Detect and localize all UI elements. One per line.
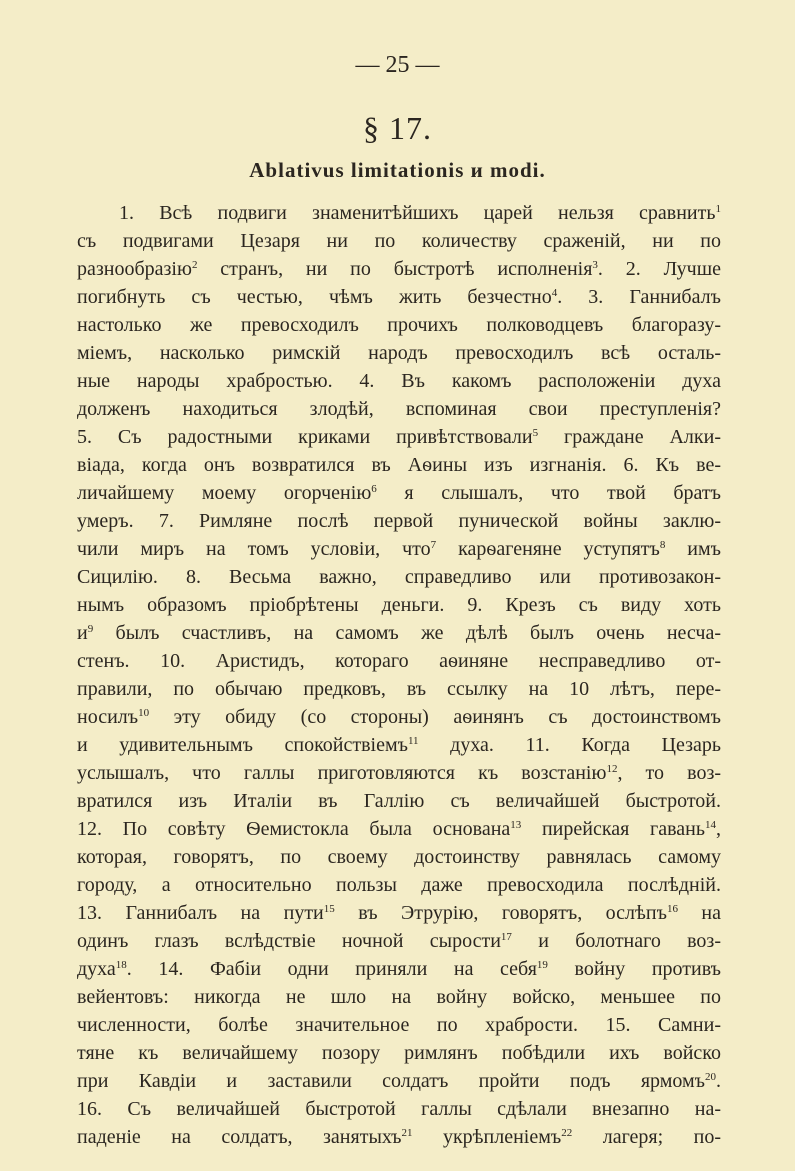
- text-line: [77, 507, 721, 535]
- text-segment: вратился изъ Италіи въ Галлію съ величайшей быстротой.: [77, 790, 721, 812]
- footnote-marker: 7: [430, 539, 437, 551]
- text-segment: тяне къ величайшему позору римлянъ побѣдили ихъ войско: [77, 1042, 721, 1064]
- text-segment: . 3. Ганнибалъ: [557, 286, 721, 308]
- text-line: [77, 1095, 721, 1123]
- text-segment: граждане Алки-: [538, 426, 721, 448]
- text-line: [77, 367, 721, 395]
- text-segment: духа. 11. Когда Цезарь: [418, 734, 721, 756]
- footnote-marker: 4: [551, 287, 558, 299]
- text-segment: правили, по обычаю предковъ, въ ссылку на 10 лѣтъ, пере-: [77, 678, 721, 700]
- text-segment: віада, когда онъ возвратился въ Аѳины изъ изгнанія. 6. Къ ве-: [77, 454, 721, 476]
- text-line: [77, 1123, 721, 1151]
- text-line: [77, 843, 721, 871]
- footnote-marker: 6: [371, 483, 377, 495]
- text-segment: которая, говорятъ, по своему достоинству равнялась самому: [77, 846, 721, 868]
- text-line: [77, 871, 721, 899]
- footnote-marker: 20: [705, 1071, 716, 1083]
- text-line: [77, 1067, 721, 1095]
- footnote-marker: 18: [115, 959, 127, 971]
- text-line: [77, 395, 721, 423]
- footnote-marker: 22: [561, 1127, 573, 1139]
- footnote-marker: 3: [592, 259, 598, 271]
- text-segment: съ подвигами Цезаря ни по количеству сраженій, ни по: [77, 230, 721, 252]
- text-line: [77, 815, 721, 843]
- text-segment: 13. Ганнибалъ на пути: [77, 902, 324, 924]
- text-line: [77, 227, 721, 255]
- text-segment: настолько же превосходилъ прочихъ полководцевъ благоразу-: [77, 314, 721, 336]
- text-segment: духа: [77, 958, 116, 980]
- text-segment: стенъ. 10. Аристидъ, котораго аѳиняне несправедливо от-: [77, 650, 721, 672]
- text-segment: былъ счастливъ, на самомъ же дѣлѣ былъ очень несча-: [93, 622, 721, 644]
- text-segment: имъ: [665, 538, 722, 560]
- text-line: [77, 255, 721, 283]
- text-segment: и удивительнымъ спокойствіемъ: [77, 734, 408, 756]
- text-segment: укрѣпленіемъ: [412, 1126, 562, 1148]
- text-segment: въ Этрурію, говорятъ, ослѣпъ: [334, 902, 667, 924]
- text-line: [77, 1039, 721, 1067]
- footnote-marker: 11: [407, 735, 419, 747]
- text-segment: на: [677, 902, 721, 924]
- footnote-marker: 13: [510, 819, 522, 831]
- body-text: [77, 199, 721, 1151]
- footnote-marker: 21: [401, 1127, 413, 1139]
- text-line: [77, 591, 721, 619]
- text-segment: Сицилію. 8. Весьма важно, справедливо или противозакон-: [77, 566, 721, 588]
- text-segment: услышалъ, что галлы приготовляются къ возстанію: [77, 762, 607, 784]
- text-line: [77, 535, 721, 563]
- text-line: [77, 199, 721, 227]
- page-number: — 25 —: [355, 52, 440, 78]
- text-line: [77, 899, 721, 927]
- text-line: [77, 619, 721, 647]
- text-segment: и болотнаго воз-: [511, 930, 721, 952]
- text-line: [77, 479, 721, 507]
- text-segment: разнообразію: [77, 258, 192, 280]
- text-segment: . 14. Фабіи одни приняли на себя: [126, 958, 537, 980]
- footnote-marker: 14: [704, 819, 716, 831]
- text-segment: лагеря; по-: [572, 1126, 722, 1148]
- text-segment: погибнуть съ честью, чѣмъ жить безчестно: [77, 286, 552, 308]
- footnote-marker: 17: [500, 931, 512, 943]
- text-segment: пирейская гавань: [521, 818, 705, 840]
- text-segment: городу, а относительно пользы даже превосходила послѣдній.: [77, 874, 721, 896]
- text-segment: , то воз-: [617, 762, 721, 784]
- text-line: [77, 451, 721, 479]
- text-line: [77, 1011, 721, 1039]
- text-segment: карѳагеняне уступятъ: [436, 538, 660, 560]
- text-segment: міемъ, насколько римскій народъ превосходилъ всѣ осталь-: [77, 342, 721, 364]
- text-line: [77, 703, 721, 731]
- text-segment: долженъ находиться злодѣй, вспоминая свои преступленія?: [77, 398, 721, 420]
- text-segment: войну противъ: [547, 958, 721, 980]
- text-segment: вейентовъ: никогда не шло на войну войско, меньшее по: [77, 986, 721, 1008]
- footnote-marker: 5: [532, 427, 539, 439]
- text-segment: умеръ. 7. Римляне послѣ первой пунической войны заклю-: [77, 510, 721, 532]
- section-heading: § 17.: [363, 110, 432, 146]
- footnote-marker: 16: [666, 903, 678, 915]
- section-subtitle: Ablativus limitationis и modi.: [249, 158, 546, 182]
- text-segment: паденіе на солдатъ, занятыхъ: [77, 1126, 402, 1148]
- footnote-marker: 2: [191, 259, 198, 271]
- text-line: [77, 955, 721, 983]
- text-segment: носилъ: [77, 706, 139, 728]
- text-line: [77, 983, 721, 1011]
- text-line: [77, 423, 721, 451]
- text-segment: 1. Всѣ подвиги знаменитѣйшихъ царей нельзя сравнить: [119, 202, 716, 224]
- text-segment: я слышалъ, что твой братъ: [376, 482, 721, 504]
- text-segment: странъ, ни по быстротѣ исполненія: [197, 258, 593, 280]
- text-segment: эту обиду (со стороны) аѳинянъ съ достоинствомъ: [149, 706, 721, 728]
- text-line: [77, 927, 721, 955]
- text-segment: 5. Съ радостными криками привѣтствовали: [77, 426, 533, 448]
- footnote-marker: 9: [87, 623, 94, 635]
- text-line: [77, 787, 721, 815]
- footnote-marker: 19: [536, 959, 548, 971]
- text-segment: 16. Съ величайшей быстротой галлы сдѣлали внезапно на-: [77, 1098, 721, 1120]
- footnote-marker: 1: [715, 203, 721, 215]
- text-segment: чили миръ на томъ условіи, что: [77, 538, 431, 560]
- footnote-marker: 15: [323, 903, 335, 915]
- text-segment: при Кавдіи и заставили солдатъ пройти подъ ярмомъ: [77, 1070, 705, 1092]
- text-segment: . 2. Лучше: [597, 258, 721, 280]
- footnote-marker: 12: [606, 763, 618, 775]
- footnote-marker: 10: [138, 707, 150, 719]
- text-line: [77, 647, 721, 675]
- text-segment: .: [716, 1070, 721, 1092]
- text-segment: нымъ образомъ пріобрѣтены деньги. 9. Крезъ съ виду хоть: [77, 594, 721, 616]
- text-line: [77, 675, 721, 703]
- text-line: [77, 731, 721, 759]
- text-line: [77, 563, 721, 591]
- text-segment: ,: [715, 818, 721, 840]
- text-segment: одинъ глазъ вслѣдствіе ночной сырости: [77, 930, 501, 952]
- text-segment: и: [77, 622, 88, 644]
- text-line: [77, 339, 721, 367]
- text-segment: личайшему моему огорченію: [77, 482, 372, 504]
- text-segment: численности, болѣе значительное по храбрости. 15. Самни-: [77, 1014, 721, 1036]
- text-line: [77, 283, 721, 311]
- text-line: [77, 311, 721, 339]
- footnote-marker: 8: [659, 539, 666, 551]
- text-segment: ные народы храбростью. 4. Въ какомъ расположеніи духа: [77, 370, 721, 392]
- text-line: [77, 759, 721, 787]
- text-segment: 12. По совѣту Ѳемистокла была основана: [77, 818, 511, 840]
